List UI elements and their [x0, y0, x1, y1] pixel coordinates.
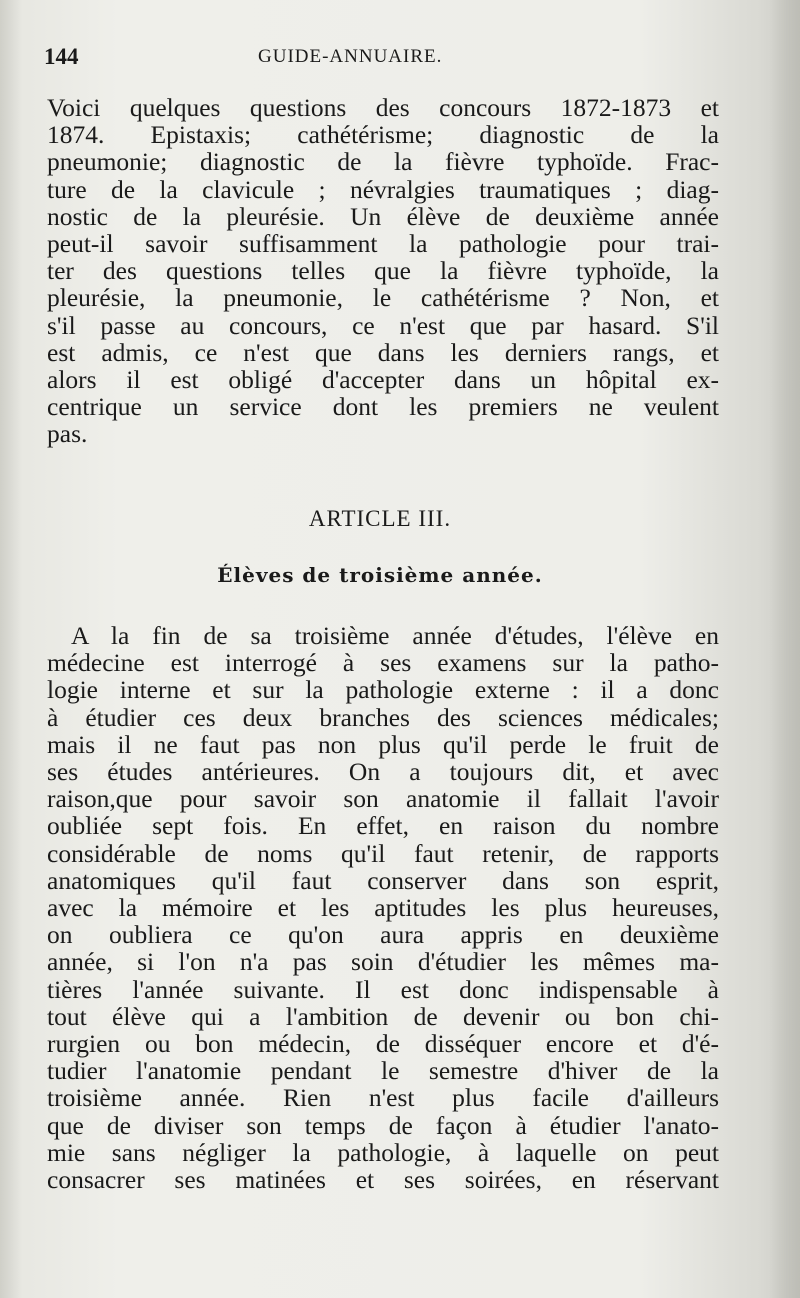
- text-line: logie interne et sur la pathologie externe : il a donc: [47, 675, 719, 705]
- text-line: tudier l'anatomie pendant le semestre d'hiver de la: [47, 1056, 719, 1086]
- text-line: mais il ne faut pas non plus qu'il perde le fruit de: [47, 729, 719, 759]
- text-line: alors il est obligé d'accepter dans un hôpital ex-: [47, 365, 719, 395]
- text-line: anatomiques qu'il faut conserver dans son esprit,: [47, 865, 719, 895]
- text-line: oubliée sept fois. En effet, en raison du nombre: [47, 811, 719, 841]
- text-line: ture de la clavicule ; névralgies traumatiques ; diag-: [47, 174, 719, 204]
- text-line: troisième année. Rien n'est plus facile d'ailleurs: [47, 1083, 719, 1113]
- text-line: A la fin de sa troisième année d'études, l'élève en: [71, 621, 719, 650]
- text-line: mie sans négliger la pathologie, à laquelle on peut: [47, 1137, 719, 1167]
- text-line: rurgien ou bon médecin, de disséquer encore et d'é-: [47, 1029, 719, 1059]
- paragraph-third-year: [47, 622, 719, 1193]
- text-line: s'il passe au concours, ce n'est que par hasard. S'il: [47, 310, 719, 340]
- text-line: centrique un service dont les premiers ne veulent: [47, 392, 719, 422]
- text-line: que de diviser son temps de façon à étudier l'anato-: [47, 1110, 719, 1140]
- text-line: Voici quelques questions des concours 1872-1873 et: [47, 93, 719, 122]
- text-line: pleurésie, la pneumonie, le cathétérisme ? Non, et: [47, 283, 719, 313]
- text-line: année, si l'on n'a pas soin d'étudier les mêmes ma-: [47, 947, 719, 977]
- running-head: [44, 44, 724, 74]
- text-line: tout élève qui a l'ambition de devenir ou bon chi-: [47, 1001, 719, 1031]
- text-line: considérable de noms qu'il faut retenir, de rapports: [47, 838, 719, 868]
- article-heading: ARTICLE III.: [308, 506, 452, 531]
- text-line: avec la mémoire et les aptitudes les plus heureuses,: [47, 893, 719, 923]
- text-line: médecine est interrogé à ses examens sur la patho-: [47, 648, 719, 678]
- page-number: 144: [44, 44, 79, 69]
- page-left-shadow: [0, 0, 22, 1298]
- text-line: raison,que pour savoir son anatomie il fallait l'avoir: [47, 784, 719, 814]
- text-line: est admis, ce n'est que dans les derniers rangs, et: [47, 337, 719, 367]
- text-line: à étudier ces deux branches des sciences médicales;: [47, 702, 719, 732]
- text-line: ses études antérieures. On a toujours dit, et avec: [47, 757, 719, 787]
- book-title: GUIDE-ANNUAIRE.: [258, 46, 443, 67]
- page-right-shadow: [770, 0, 800, 1298]
- text-line: pneumonie; diagnostic de la fièvre typhoïde. Frac-: [47, 147, 719, 177]
- text-line: tières l'année suivante. Il est donc indispensable à: [47, 974, 719, 1004]
- paragraph-questions: [47, 94, 719, 448]
- text-line: nostic de la pleurésie. Un élève de deuxième année: [47, 201, 719, 231]
- section-heading: Élèves de troisième année.: [217, 563, 543, 587]
- text-line: pas.: [47, 419, 88, 449]
- text-line: peut-il savoir suffisamment la pathologie pour trai-: [47, 229, 719, 259]
- text-line: 1874. Epistaxis; cathétérisme; diagnostic de la: [47, 120, 719, 150]
- text-line: on oubliera ce qu'on aura appris en deuxième: [47, 920, 719, 950]
- text-line: consacrer ses matinées et ses soirées, en réservant: [47, 1165, 719, 1195]
- text-line: ter des questions telles que la fièvre typhoïde, la: [47, 256, 719, 286]
